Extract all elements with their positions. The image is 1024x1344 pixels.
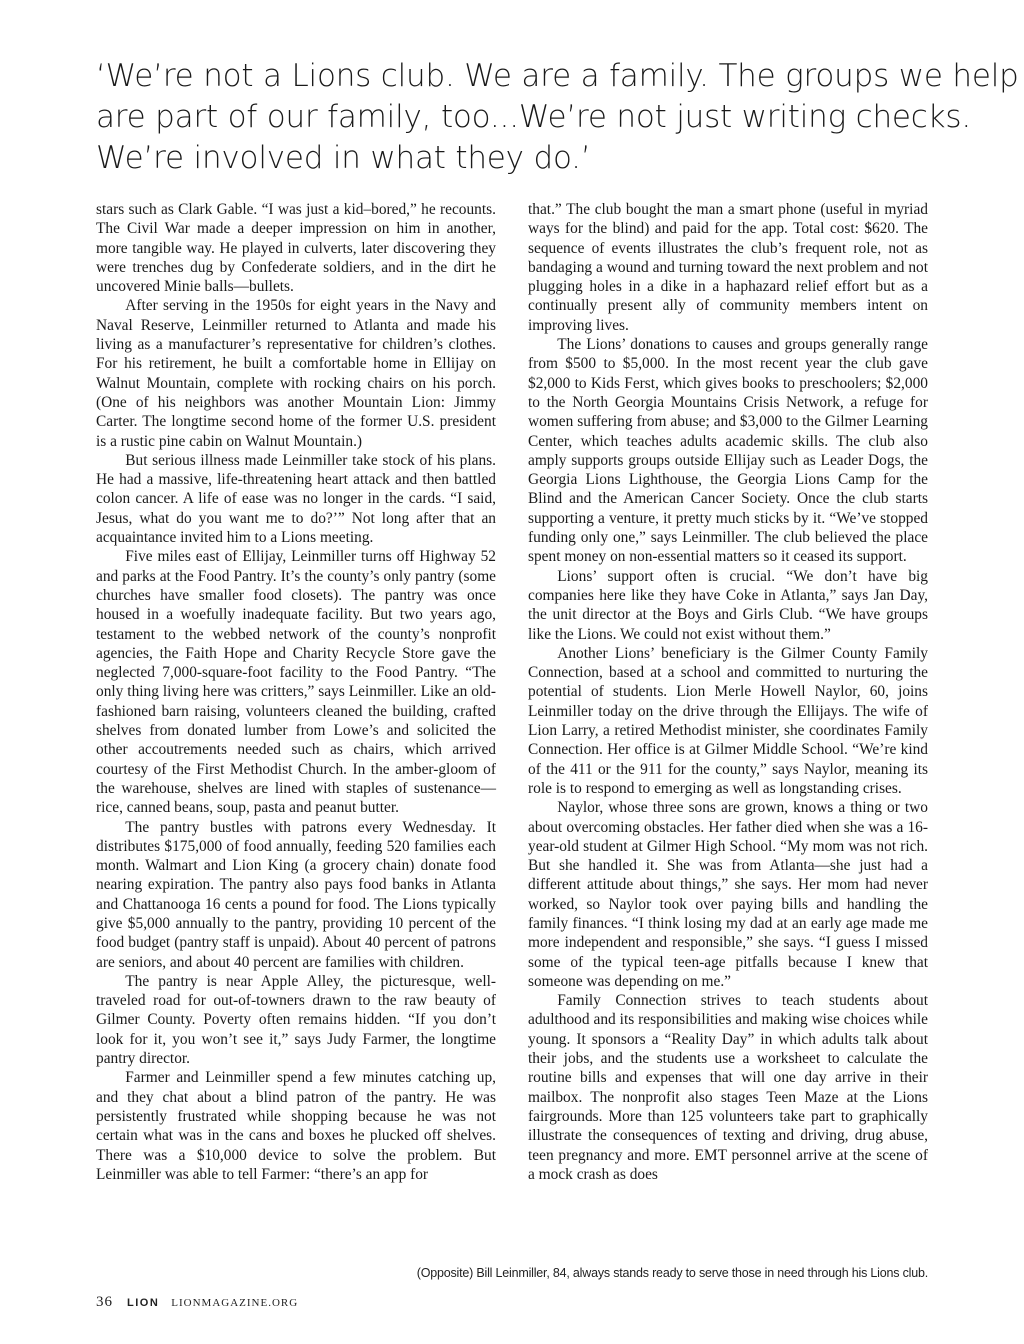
article-paragraph: Five miles east of Ellijay, Leinmiller turns off Highway 52 and parks at the Food Pantry. It’s the county’s only pantry (some churches have smaller food closets). The pantry was once housed in a woefully inadequate facility. But two years ago, testament to the webbed network of the county’s nonprofit agencies, the Faith Hope and Charity Recycle Store gave the neglected 7,000-square-foot facility to the Food Pantry. “The only thing living here was critters,” says Leinmiller. Like an old-fashioned barn raising, volunteers cleaned the building, crafted shelves from donated lumber from Lowe’s and solicited the other accoutrements needed such as chairs, which arrived courtesy of the First Methodist Church. In the amber-gloom of the warehouse, shelves are lined with staples of sustenance—rice, canned beans, soup, pasta and peanut butter. (96, 548, 496, 817)
article-paragraph: that.” The club bought the man a smart phone (useful in myriad ways for the blind) and paid for the app. Total cost: $620. The sequence of events illustrates the club’s frequent role, not as bandaging a wound and turning toward the next problem and not plugging holes in a dike in a haphazard relief effort but as a continually present ally of community members intent on improving lives. (528, 201, 928, 334)
pull-quote-line: are part of our family, too...We’re not just writing checks. (96, 99, 971, 135)
magazine-website: LIONMAGAZINE.ORG (171, 1297, 299, 1309)
article-paragraph: Farmer and Leinmiller spend a few minutes catching up, and they chat about a blind patron of the pantry. He was persistently frustrated while shopping because he was not certain what was in the cans and boxes he plucked off shelves. There was a $10,000 device to solve the problem. But Leinmiller was able to tell Farmer: “there’s an app for (96, 1069, 496, 1183)
article-paragraph: Family Connection strives to teach students about adulthood and its responsibilities and making wise choices while young. It sponsors a “Reality Day” in which adults talk about their jobs, and the students use a worksheet to calculate the routine bills and expenses that will one day arrive in their mailbox. The nonprofit also stages Teen Maze at the Lions fairgrounds. More than 125 volunteers take part to graphically illustrate the consequences of texting and driving, drug abuse, teen pregnancy and more. EMT personnel arrive at the scene of a mock crash as does (528, 992, 928, 1183)
article-paragraph: The pantry is near Apple Alley, the picturesque, well-traveled road for out-of-towners drawn to the raw beauty of Gilmer County. Poverty often remains hidden. “If you don’t look for it, you won’t see it,” says Judy Farmer, the longtime pantry director. (96, 972, 496, 1068)
article-paragraph: The pantry bustles with patrons every Wednesday. It distributes $175,000 of food annually, feeding 520 families each month. Walmart and Lion King (a grocery chain) donate food nearing expiration. The pantry also pays food banks in Atlanta and Chattanooga 16 cents a pound for food. The Lions typically give $5,000 annually to the pantry, providing 10 percent of the food budget (pantry staff is unpaid). About 40 percent of patrons are seniors, and about 40 percent are families with children. (96, 818, 496, 971)
article-paragraph: After serving in the 1950s for eight years in the Navy and Naval Reserve, Leinmiller returned to Atlanta and made his living as a manufacturer’s representative for children’s clothes. For his retirement, he built a comfortable home in Ellijay on Walnut Mountain, complete with rocking chairs on his porch. (One of his neighbors was another Mountain Lion: Jimmy Carter. The longtime second home of the former U.S. president is a rustic pine cabin on Walnut Mountain.) (96, 297, 496, 450)
pull-quote (96, 56, 1019, 179)
article-paragraph: But serious illness made Leinmiller take stock of his plans. He had a massive, life-threatening heart attack and then battled colon cancer. A life of ease was no longer in the cards. “I said, Jesus, what do you want me to do?’” Not long after that an acquaintance invited him to a Lions meeting. (96, 451, 496, 547)
magazine-name: LION (127, 1297, 160, 1309)
article-paragraph: Naylor, whose three sons are grown, knows a thing or two about overcoming obstacles. Her father died when she was a 16-year-old student at Gilmer High School. “My mom was not rich. But she handled it. She was from Atlanta—she just had a different attitude about things,” she says. Her mom had never worked, so Naylor took over paying bills and handling the family finances. “I think losing my dad at an early age made me more independent and responsible,” she says. “I guess I missed some of the typical teen-age pitfalls because I knew that someone was depending on me.” (528, 799, 928, 990)
article-paragraph: Lions’ support often is crucial. “We don’t have big companies here like they have Coke in Atlanta,” says Jan Day, the unit director at the Boys and Girls Club. “We have groups like the Lions. We could not exist without them.” (528, 567, 928, 643)
photo-caption: (Opposite) Bill Leinmiller, 84, always stands ready to serve those in need through his Lions club. (416, 1266, 928, 1280)
article-column-right (528, 200, 928, 1184)
page-number: 36 (96, 1294, 113, 1310)
page-footer (96, 1293, 298, 1311)
article-paragraph: stars such as Clark Gable. “I was just a kid–bored,” he recounts. The Civil War made a deeper impression on him in another, more tangible way. He played in culverts, later discovering they were trenches dug by Confederate soldiers, and in the dirt he uncovered Minie balls—bullets. (96, 201, 496, 296)
article-paragraph: The Lions’ donations to causes and groups generally range from $500 to $5,000. In the most recent year the club gave $2,000 to Kids Ferst, which gives books to preschoolers; $2,000 to the North Georgia Mountains Crisis Network, a refuge for women suffering from abuse; and $3,000 to the Gilmer Learning Center, which teaches adults academic skills. The club also amply supports groups outside Ellijay such as Leader Dogs, the Georgia Lions Lighthouse, the Georgia Lions Camp for the Blind and the American Cancer Society. Once the club starts supporting a venture, it pretty much sticks by it. “We’ve stopped funding only one,” says Leinmiller. The club believed the place spent money on non-essential matters so it ceased its support. (528, 336, 928, 566)
pull-quote-line: We’re involved in what they do.’ (96, 140, 591, 176)
pull-quote-line: ‘We’re not a Lions club. We are a family. The groups we help (96, 58, 1019, 94)
article-column-left (96, 200, 496, 1184)
article-paragraph: Another Lions’ beneficiary is the Gilmer County Family Connection, based at a school and committed to nurturing the potential of students. Lion Merle Howell Naylor, 60, joins Leinmiller today on the drive through the Ellijays. The wife of Lion Larry, a retired Methodist minister, she coordinates Family Connection. Her office is at Gilmer Middle School. “We’re kind of the 411 or the 911 for the county,” says Naylor, meaning its role is to respond to emerging as well as longstanding crises. (528, 644, 928, 797)
